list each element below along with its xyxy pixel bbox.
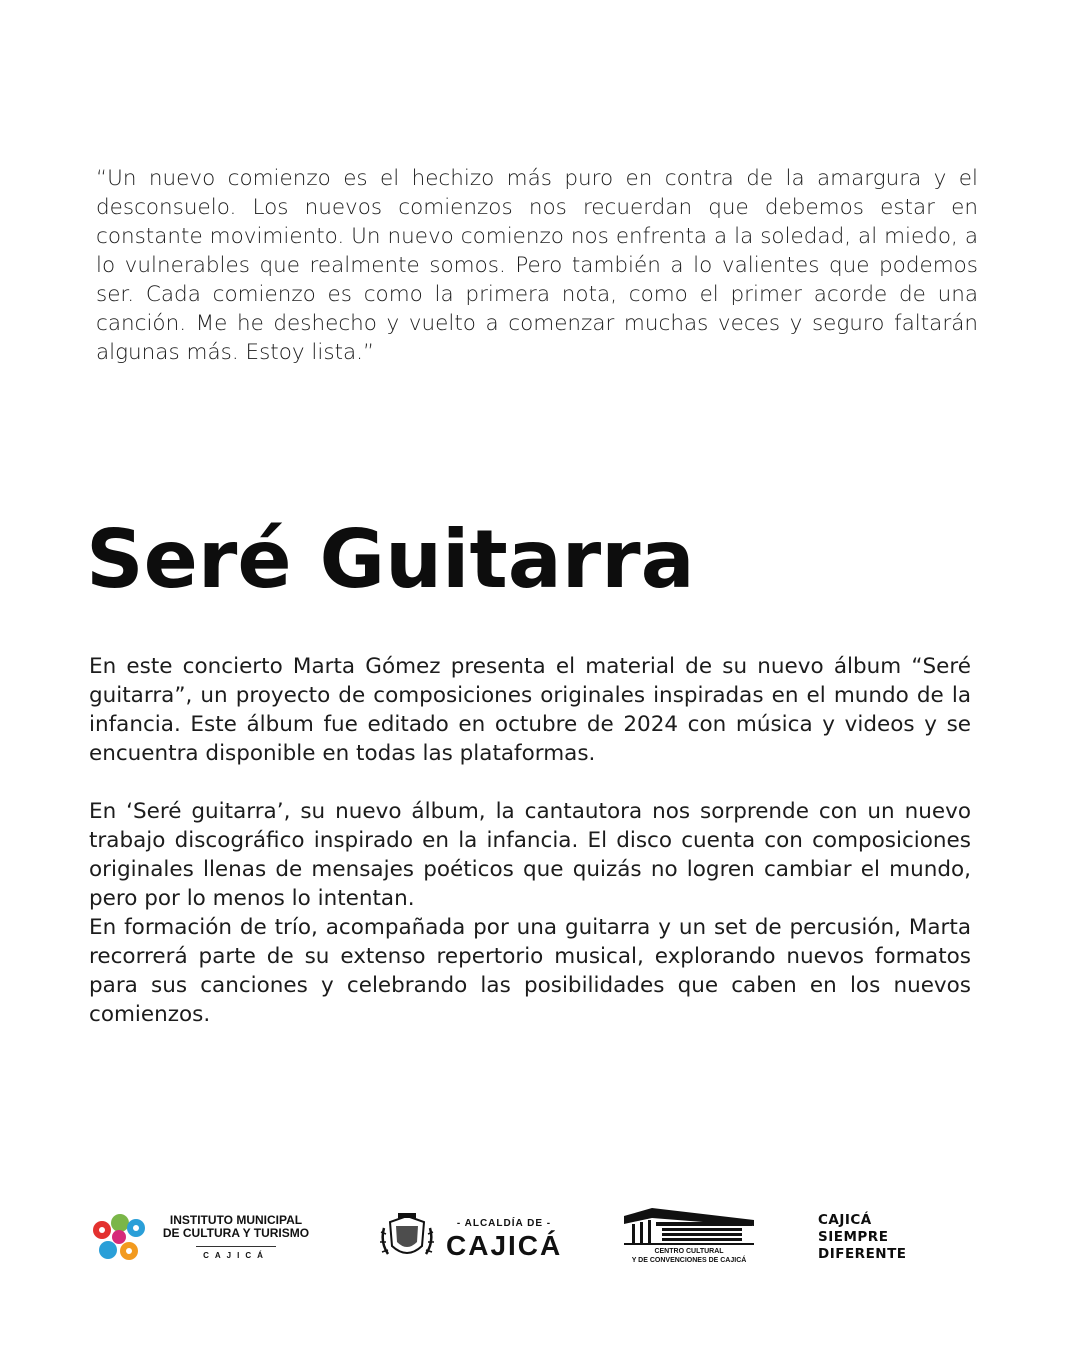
paragraph-intro: En este concierto Marta Gómez presenta el material de su nuevo álbum “Seré guitarra”, un proyecto de composiciones originales inspiradas en el mundo de la infancia. Este álbum fue editado en octubre de 2024 con música y videos y se encuentra disponible en todas las plataformas. bbox=[89, 654, 971, 766]
slogan-logo bbox=[818, 1212, 948, 1268]
centro-caption bbox=[622, 1247, 756, 1265]
instituto-line1: INSTITUTO MUNICIPAL bbox=[169, 1213, 303, 1227]
instituto-line2: DE CULTURA Y TURISMO bbox=[162, 1226, 310, 1240]
alcaldia-logo bbox=[378, 1208, 568, 1268]
paragraph-trio: En formación de trío, acompañada por una guitarra y un set de percusión, Marta recorrerá parte de su extenso repertorio musical, explorando nuevos formatos para sus canciones y celebrando las posibilidades que caben en los nuevos comienzos. bbox=[89, 915, 971, 1027]
instituto-sub: CAJICÁ bbox=[196, 1246, 276, 1262]
centro-line1: CENTRO CULTURAL bbox=[654, 1248, 724, 1255]
centro-cultural-logo bbox=[622, 1206, 762, 1270]
alcaldia-big-text: CAJICÁ bbox=[446, 1230, 563, 1261]
description-body bbox=[89, 652, 971, 1029]
coat-of-arms-icon bbox=[378, 1212, 436, 1264]
colored-circles-icon bbox=[92, 1210, 148, 1266]
instituto-cultura-logo bbox=[92, 1208, 322, 1268]
paragraph-album: En ‘Seré guitarra’, su nuevo álbum, la cantautora nos sorprende con un nuevo trabajo discográfico inspirado en la infancia. El disco cuenta con composiciones originales llenas de mensajes poéticos que quizás no logren cambiar el mundo, pero por lo menos lo intentan. bbox=[89, 799, 971, 911]
building-icon bbox=[622, 1206, 756, 1246]
opening-quote: “Un nuevo comienzo es el hechizo más puro en contra de la amargura y el desconsuelo. Los nuevos comienzos nos recuerdan que debemos estar en constante movimiento. Un nuevo comienzo nos enfrenta a la soledad, al miedo, a lo vulnerables que realmente somos. Pero también a lo valientes que podemos ser. Cada comienzo es como la primera nota, como el primer acorde de una canción. Me he deshecho y vuelto a comenzar muchas veces y seguro faltarán algunas más. Estoy lista.” bbox=[96, 166, 978, 365]
slogan-line2: SIEMPRE bbox=[818, 1229, 889, 1245]
alcaldia-small-text: - ALCALDÍA DE - bbox=[456, 1218, 552, 1229]
slogan-line1: CAJICÁ bbox=[818, 1212, 872, 1228]
centro-line2: Y DE CONVENCIONES DE CAJICÁ bbox=[631, 1257, 747, 1264]
slogan-line3: DIFERENTE bbox=[818, 1246, 907, 1262]
page-title: Seré Guitarra bbox=[86, 513, 695, 606]
footer-logos bbox=[0, 1200, 1080, 1280]
instituto-text bbox=[156, 1214, 316, 1262]
